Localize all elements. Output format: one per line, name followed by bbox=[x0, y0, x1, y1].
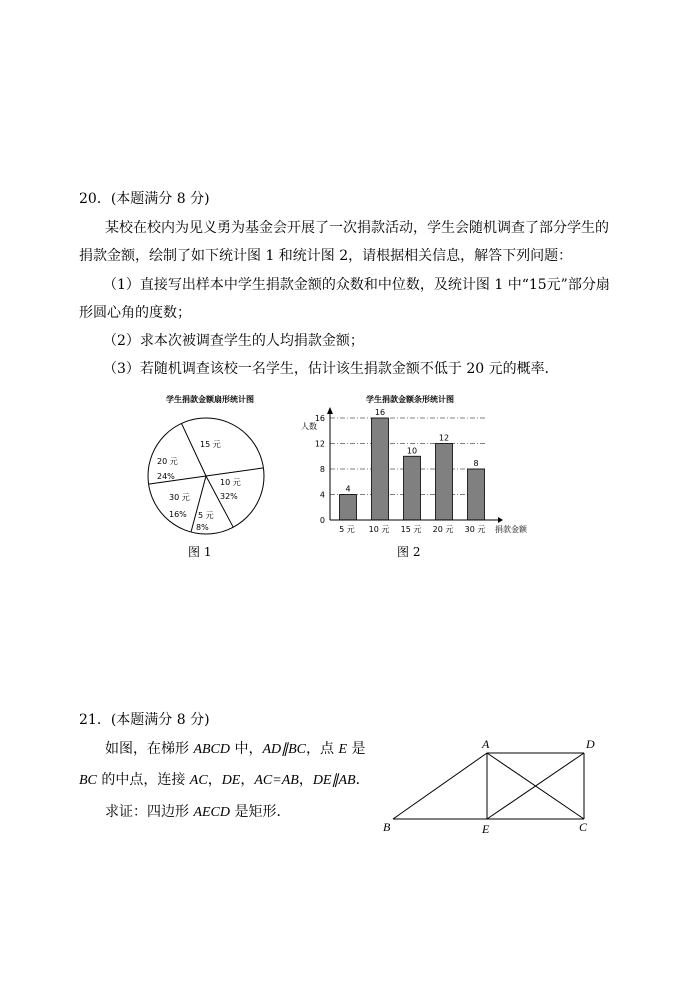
q21-math: E bbox=[338, 742, 348, 757]
bar-y-axis-arrow bbox=[327, 407, 333, 414]
point-label-C: C bbox=[579, 820, 588, 834]
q21-math: AD∥BC bbox=[262, 742, 307, 757]
bar-category-label: 20 元 bbox=[432, 525, 454, 534]
pie-slice-divider bbox=[182, 423, 207, 476]
bar-value-label: 12 bbox=[438, 433, 450, 443]
bar-ytick-label: 12 bbox=[314, 439, 325, 449]
q21-text: ． bbox=[355, 772, 370, 788]
fig2-caption: 图 2 bbox=[397, 545, 421, 559]
q21-text: 求证：四边形 bbox=[105, 804, 194, 820]
q21-math: ABCD bbox=[193, 742, 231, 757]
q21-text: 中， bbox=[230, 741, 263, 757]
bar-10元 bbox=[372, 418, 389, 520]
bar-30元 bbox=[468, 469, 485, 520]
pie-label-20: 20 元 bbox=[157, 457, 178, 466]
pie-title: 学生捐款金额扇形统计图 bbox=[166, 395, 254, 404]
pie-pct-30: 16% bbox=[169, 510, 187, 519]
bar-category-label: 5 元 bbox=[339, 525, 355, 534]
bar-category-label: 30 元 bbox=[464, 525, 486, 534]
pie-label-15: 15 元 bbox=[200, 440, 221, 449]
q20-para1-line1: 某校在校内为见义勇为基金会开展了一次捐款活动，学生会随机调查了部分学生的 bbox=[105, 220, 609, 236]
bar-xlabel: 捐款金额 bbox=[495, 525, 527, 534]
pie-pct-5: 8% bbox=[196, 523, 209, 532]
q21-text: 是 bbox=[347, 741, 366, 757]
q21-math: AECD bbox=[193, 805, 231, 820]
q21-math: AC bbox=[189, 773, 208, 788]
q20-item1-line1: （1）直接写出样本中学生捐款金额的众数和中位数，及统计图 1 中“15元”部分扇 bbox=[103, 277, 610, 293]
trapezoid-figure bbox=[375, 730, 605, 840]
pie-label-30: 30 元 bbox=[169, 493, 190, 502]
point-label-B: B bbox=[383, 820, 391, 834]
q21-math: AC=AB bbox=[254, 773, 299, 788]
bar-ytick-label: 4 bbox=[319, 490, 325, 500]
q21-line1 bbox=[105, 740, 366, 759]
q20-item3: （3）若随机调查该校一名学生，估计该生捐款金额不低于 20 元的概率． bbox=[103, 361, 559, 377]
pie-label-10: 10 元 bbox=[220, 478, 241, 487]
q21-text: 是矩形． bbox=[230, 804, 291, 820]
bar-value-label: 4 bbox=[345, 484, 351, 494]
segment-AB bbox=[393, 753, 487, 819]
bar-chart bbox=[295, 390, 540, 540]
q20-item1-line2: 形圆心角的度数； bbox=[79, 305, 191, 321]
point-label-D: D bbox=[586, 737, 595, 751]
pie-label-5: 5 元 bbox=[198, 511, 214, 520]
q21-header: 21．(本题满分 8 分) bbox=[79, 712, 210, 728]
bar-20元 bbox=[436, 444, 453, 521]
q21-math: BC bbox=[79, 773, 97, 788]
q21-text: ， bbox=[298, 772, 313, 788]
bar-category-label: 10 元 bbox=[368, 525, 390, 534]
bar-ylabel: 人数 bbox=[301, 422, 317, 431]
bar-x-axis-arrow bbox=[498, 517, 503, 523]
bar-ytick-label: 8 bbox=[319, 465, 325, 474]
q21-line2 bbox=[79, 771, 370, 790]
bar-15元 bbox=[404, 456, 421, 520]
bar-value-label: 16 bbox=[374, 408, 386, 417]
bar-5元 bbox=[340, 495, 357, 521]
q21-math: DE bbox=[221, 773, 241, 788]
point-label-E: E bbox=[482, 822, 490, 836]
q21-text: ， bbox=[207, 772, 222, 788]
bar-category-label: 15 元 bbox=[400, 525, 422, 534]
pie-pct-20: 24% bbox=[157, 472, 175, 481]
q21-math: DE∥AB bbox=[312, 773, 356, 788]
q21-line3 bbox=[105, 803, 290, 822]
q21-text: ， bbox=[240, 772, 255, 788]
q21-text: 的中点，连接 bbox=[96, 772, 190, 788]
pie-pct-10: 32% bbox=[220, 492, 238, 501]
q20-item2: （2）求本次被调查学生的人均捐款金额； bbox=[103, 333, 364, 349]
q20-header: 20．(本题满分 8 分) bbox=[79, 191, 210, 207]
bar-title: 学生捐款金额条形统计图 bbox=[366, 395, 454, 404]
pie-slice-divider bbox=[206, 468, 263, 476]
fig1-caption: 图 1 bbox=[188, 545, 212, 559]
bar-value-label: 8 bbox=[473, 459, 479, 468]
q21-text: 如图，在梯形 bbox=[105, 741, 194, 757]
bar-ytick-label: 16 bbox=[314, 414, 325, 423]
point-label-A: A bbox=[482, 737, 490, 751]
bar-ytick-label: 0 bbox=[319, 516, 325, 525]
q20-para1-line2: 捐款金额，绘制了如下统计图 1 和统计图 2，请根据相关信息，解答下列问题： bbox=[79, 248, 573, 264]
q21-text: ，点 bbox=[306, 741, 339, 757]
pie-chart bbox=[140, 390, 275, 540]
bar-value-label: 10 bbox=[406, 446, 418, 456]
